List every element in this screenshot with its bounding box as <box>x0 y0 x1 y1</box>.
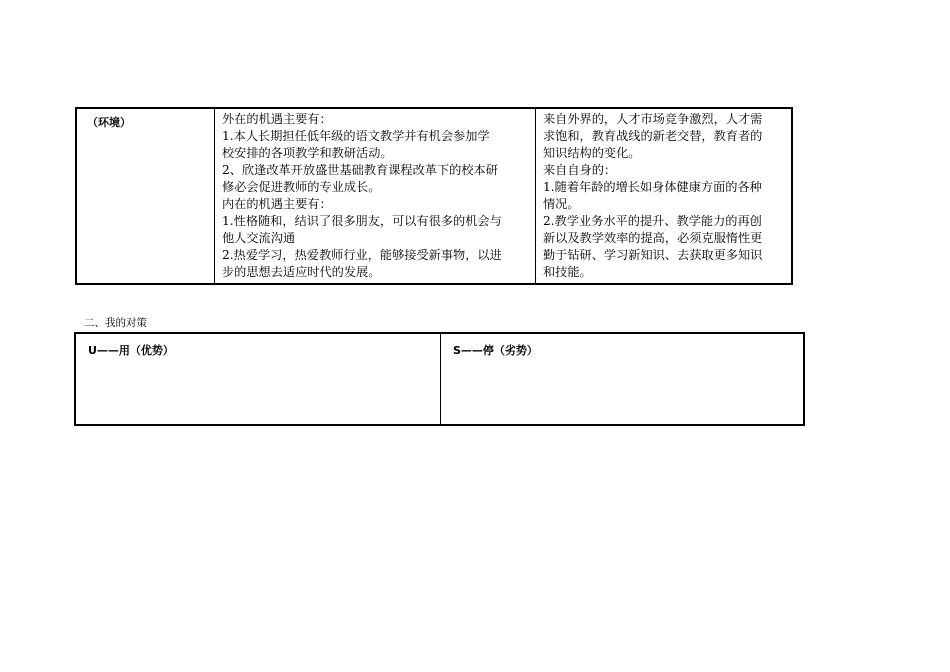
text-line: 外在的机遇主要有： <box>222 112 332 126</box>
text-line: 内在的机遇主要有： <box>222 197 332 211</box>
section-title: 二、我的对策 <box>84 317 147 329</box>
text-line: 1.性格随和，结识了很多朋友，可以有很多的机会与 <box>222 214 502 228</box>
strengths-cell: U——用（优势） <box>75 333 441 425</box>
text-line: 2.热爱学习，热爱教师行业，能够接受新事物，以进 <box>222 248 502 262</box>
text-line: 来自自身的： <box>543 163 617 177</box>
text-line: 求饱和，教育战线的新老交替，教育者的 <box>543 129 763 143</box>
opportunities-cell <box>215 108 536 284</box>
text-line: 新以及教学效率的提高，必须克服惰性更 <box>543 231 763 245</box>
text-line: 来自外界的，人才市场竞争激烈，人才需 <box>543 112 763 126</box>
weaknesses-cell: S——停（劣势） <box>441 333 805 425</box>
table-row <box>75 333 804 425</box>
text-line: 知识结构的变化。 <box>543 146 641 160</box>
strategy-table <box>74 332 805 426</box>
table-row <box>76 108 792 284</box>
text-line: 情况。 <box>543 197 580 211</box>
text-line: 1.随着年龄的增长如身体健康方面的各种 <box>543 180 762 194</box>
text-line: 修必会促进教师的专业成长。 <box>222 180 381 194</box>
environment-label: （环境） <box>76 108 215 284</box>
text-line: 勤于钻研、学习新知识、去获取更多知识 <box>543 248 763 262</box>
text-line: 步的思想去适应时代的发展。 <box>222 265 381 279</box>
text-line: 2、欣逢改革开放盛世基础教育课程改革下的校本研 <box>222 163 498 177</box>
threats-cell <box>536 108 793 284</box>
environment-table <box>75 107 793 285</box>
text-line: 1.本人长期担任低年级的语文教学并有机会参加学 <box>222 129 490 143</box>
text-line: 2.教学业务水平的提升、教学能力的再创 <box>543 214 762 228</box>
text-line: 他人交流沟通 <box>222 231 296 245</box>
text-line: 和技能。 <box>543 265 592 279</box>
text-line: 校安排的各项教学和教研活动。 <box>222 146 393 160</box>
